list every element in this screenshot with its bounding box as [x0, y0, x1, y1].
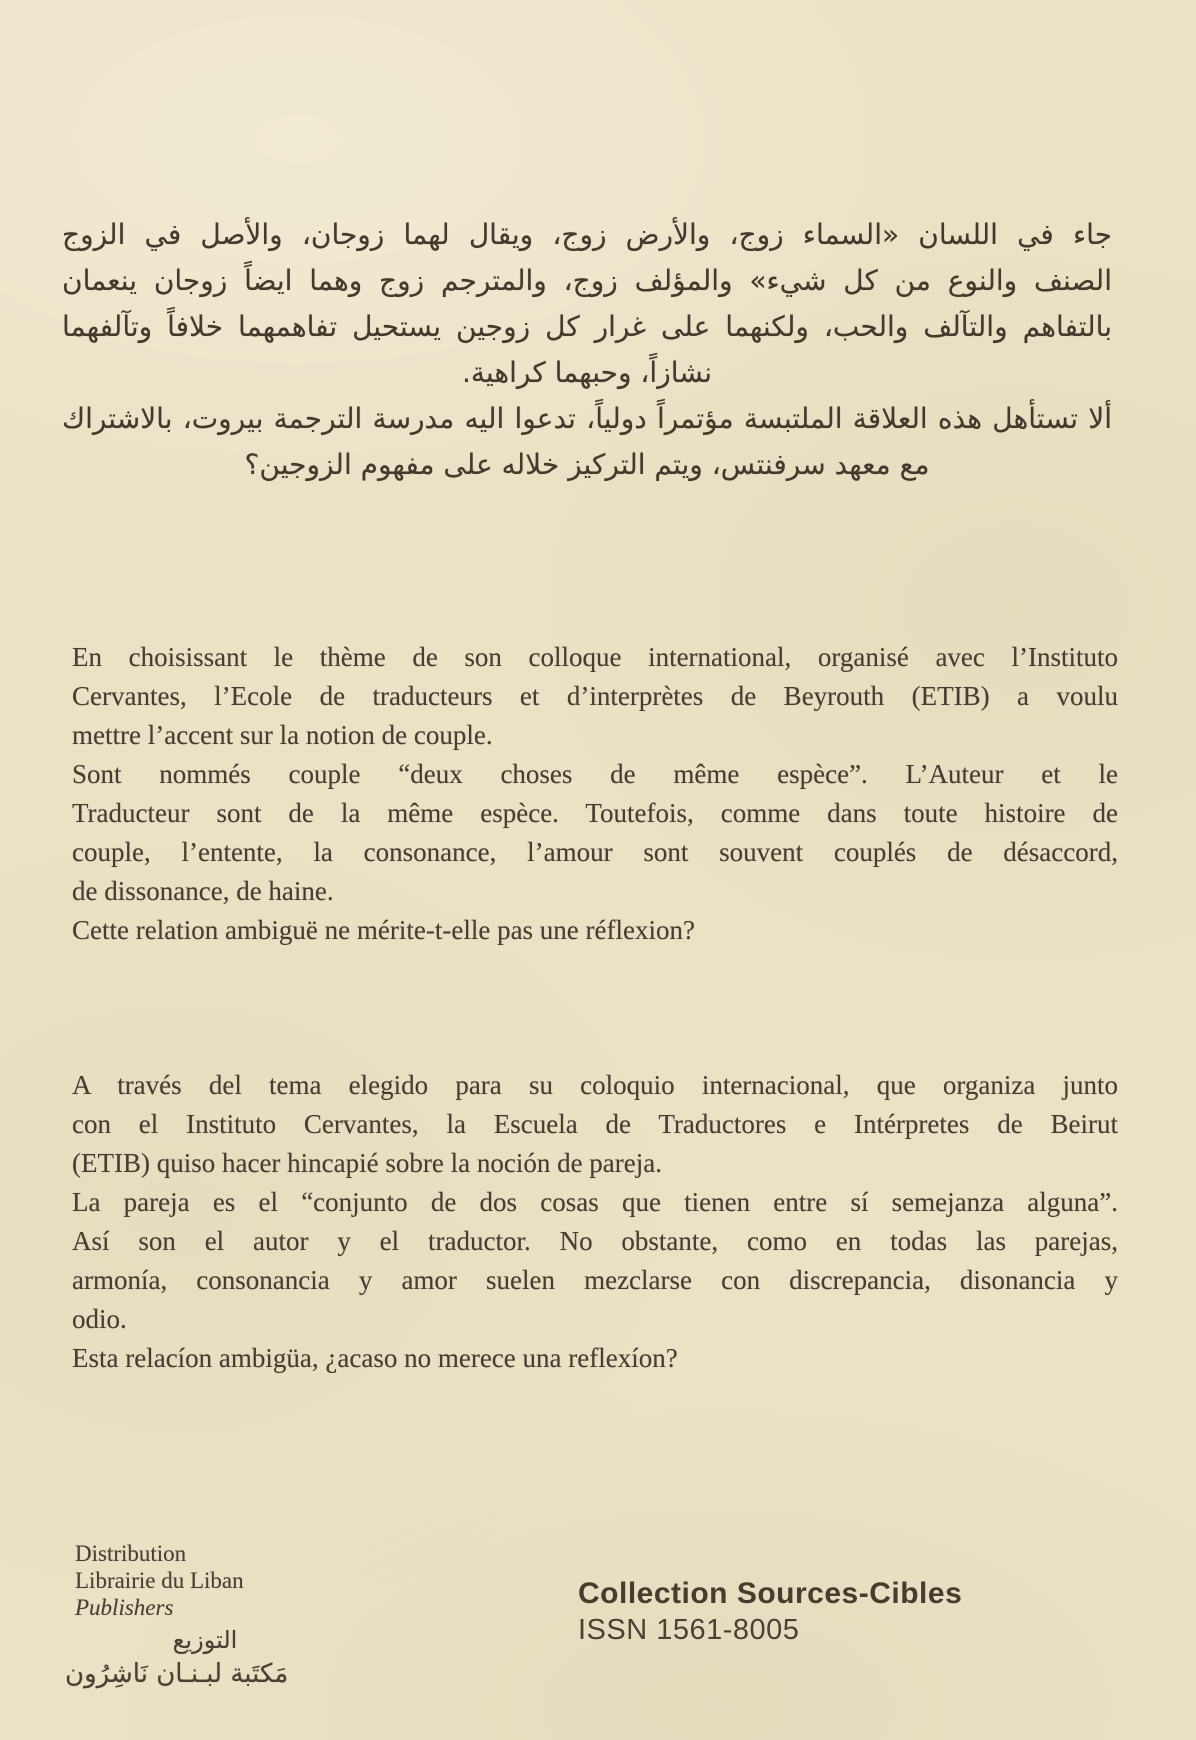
publisher-role: Publishers: [75, 1595, 174, 1620]
publisher-name-arabic: مَكتَبة لبـنـان نَاشِرُون: [65, 1659, 289, 1689]
text-line: الصنف والنوع من كل شيء» والمؤلف زوج، والمترجم زوج وهما ايضاً زوجان ينعمان: [62, 264, 1112, 297]
text-line: Sont nommés couple “deux choses de même espèce”. L’Auteur et le: [72, 759, 1118, 789]
text-line: Traducteur sont de la même espèce. Toutefois, comme dans toute histoire de: [72, 798, 1118, 828]
text-line: armonía, consonancia y amor suelen mezclarse con discrepancia, disonancia y: [72, 1265, 1118, 1295]
distribution-label-arabic: التوزيع: [172, 1626, 238, 1654]
collection-block: [578, 1576, 962, 1648]
text-line: جاء في اللسان «السماء زوج، والأرض زوج، ويقال لهما زوجان، والأصل في الزوج: [62, 218, 1112, 251]
text-line: En choisissant le thème de son colloque international, organisé avec l’Instituto: [72, 642, 1118, 672]
text-line: Cette relation ambiguë ne mérite-t-elle pas une réflexion?: [72, 915, 695, 945]
distribution-block: [65, 1540, 345, 1691]
text-line: con el Instituto Cervantes, la Escuela de Traductores e Intérpretes de Beirut: [72, 1109, 1118, 1139]
text-line: بالتفاهم والتآلف والحب، ولكنهما على غرار كل زوجين يستحيل تفاهمهما خلافاً وتآلفهما: [62, 310, 1112, 343]
text-line: Así son el autor y el traductor. No obstante, como en todas las parejas,: [72, 1226, 1118, 1256]
text-line: mettre l’accent sur la notion de couple.: [72, 720, 493, 750]
publisher-line: [65, 1567, 345, 1621]
text-line: odio.: [72, 1304, 127, 1334]
arabic-text-block: [62, 212, 1112, 488]
text-line: de dissonance, de haine.: [72, 876, 334, 906]
publisher-name: Librairie du Liban: [75, 1568, 244, 1593]
text-line: نشازاً، وحبهما كراهية.: [461, 356, 713, 389]
spanish-text-block: [72, 1066, 1118, 1378]
text-line: La pareja es el “conjunto de dos cosas que tienen entre sí semejanza alguna”.: [72, 1187, 1118, 1217]
collection-title: Collection Sources-Cibles: [578, 1577, 963, 1610]
text-line: couple, l’entente, la consonance, l’amour sont souvent couplés de désaccord,: [72, 837, 1118, 867]
french-text-block: [72, 638, 1118, 950]
text-line: Esta relacíon ambigüa, ¿acaso no merece una reflexíon?: [72, 1343, 678, 1373]
text-line: A través del tema elegido para su coloquio internacional, que organiza junto: [72, 1070, 1118, 1100]
text-line: ألا تستأهل هذه العلاقة الملتبسة مؤتمراً دولياً، تدعوا اليه مدرسة الترجمة بيروت، بالاشتراك: [62, 402, 1112, 435]
text-line: Cervantes, l’Ecole de traducteurs et d’interprètes de Beyrouth (ETIB) a voulu: [72, 681, 1118, 711]
text-line: (ETIB) quiso hacer hincapié sobre la noción de pareja.: [72, 1148, 663, 1178]
issn-number: ISSN 1561-8005: [578, 1614, 800, 1646]
text-line: مع معهد سرفنتس، ويتم التركيز خلاله على مفهوم الزوجين؟: [244, 448, 930, 481]
distribution-label: Distribution: [75, 1541, 187, 1566]
